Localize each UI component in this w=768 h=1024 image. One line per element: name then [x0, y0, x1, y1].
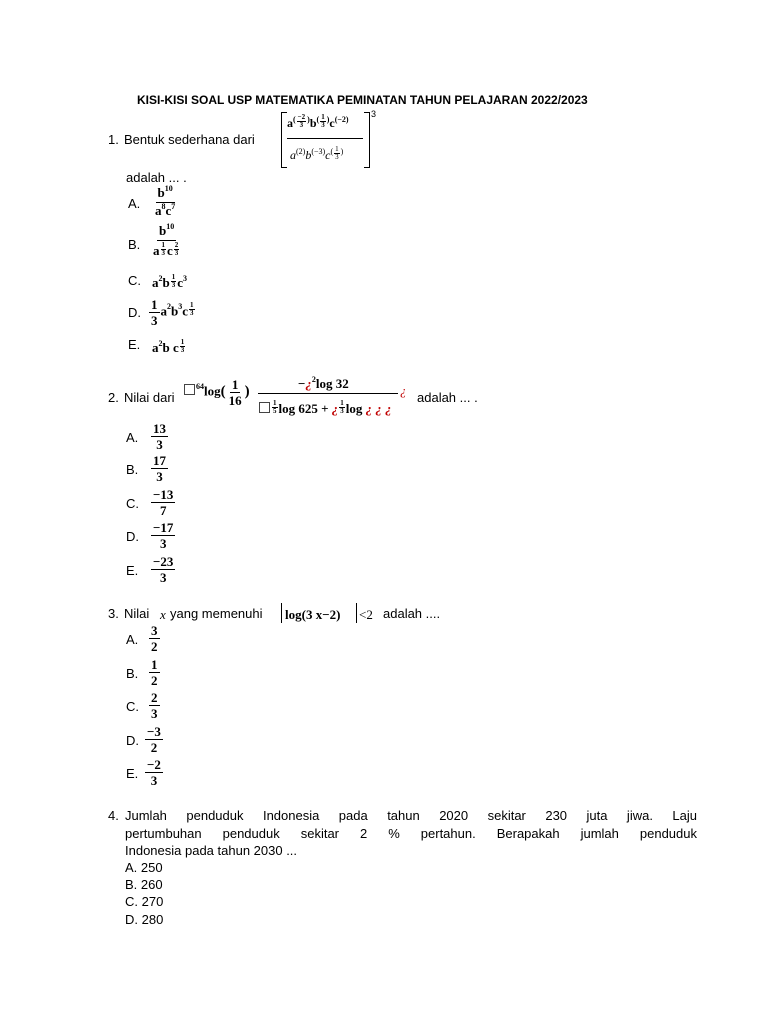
q1-number: 1. — [108, 132, 119, 147]
q4-option-b-value: 260 — [140, 877, 163, 892]
q1-outer-exponent: 3 — [371, 109, 377, 119]
q4-text-line-3: Indonesia pada tahun 2030 ... — [125, 843, 298, 858]
q3-variable: x — [160, 607, 166, 622]
q4-text-line-1: Jumlah penduduk Indonesia pada tahun 2020 sekitar 230 juta jiwa. Laju — [125, 808, 697, 823]
q3-expression: log(3 x−2) — [285, 607, 341, 622]
q3-option-e-value: $\frac{-2}{3}$ — [147, 757, 161, 788]
q3-option-a-label: A. — [126, 632, 139, 647]
q4-option-b-label: B. — [125, 877, 138, 892]
q2-option-e-label: E. — [126, 563, 139, 578]
q1-denominator: $a^{(2)}b^{(-3)}c^($ $\frac{1}{3}$ ) — [290, 145, 344, 162]
q3-option-d-value: $\frac{-3}{2}$ — [147, 724, 161, 755]
q4-option-a-label: A. — [125, 860, 138, 875]
q2-option-e-value: $\frac{-23}{3}$ — [153, 554, 174, 585]
q3-number: 3. — [108, 606, 119, 621]
q2-fraction-numerator: −¿$^2$log 32 — [298, 375, 349, 391]
q1-option-e-label: E. — [128, 337, 141, 352]
q3-text-2: yang memenuhi — [170, 606, 263, 621]
q1-option-a-value: $\frac{b^{10}}{a^8c^7}$ — [155, 184, 176, 218]
q3-option-c-label: C. — [126, 699, 139, 714]
q1-option-d-value: $\frac{1}{3}$ $a^2b^3c$ $\frac{1}{3}$ — [151, 297, 194, 328]
q1-option-b-value: $b^{10}$ a $\frac{1}{3}$ c $\frac{2}{3}$ — [153, 222, 179, 258]
q2-fraction-denominator: $\frac{1}{5}$ log 625 + ¿ $\frac{1}{3}$ log ¿ ¿ ¿ — [259, 400, 392, 415]
q4-option-c — [125, 894, 163, 910]
q2-option-c-value: $\frac{-13}{7}$ — [153, 487, 174, 518]
q2-option-c-label: C. — [126, 496, 139, 511]
q4-option-a — [125, 860, 163, 876]
q4-option-d-label: D. — [125, 912, 138, 927]
q1-option-c-value: $a^2b$ $\frac{1}{3}$ $c^3$ — [152, 273, 188, 290]
q3-option-e-label: E. — [126, 766, 139, 781]
q2-expression: $^{64}$log( $\frac{1}{16}$ ) — [184, 378, 250, 407]
q4-option-b — [125, 877, 163, 893]
q4-option-c-label: C. — [125, 894, 138, 909]
q4-option-d — [125, 912, 163, 928]
q3-option-b-value: $\frac{1}{2}$ — [151, 657, 158, 688]
q2-missing-glyph: ¿ — [400, 383, 407, 398]
q2-option-b-value: $\frac{17}{3}$ — [153, 453, 166, 484]
q1-option-e-value: $a^2b$ c $\frac{1}{3}$ — [152, 338, 185, 355]
q4-option-d-value: 280 — [141, 912, 164, 927]
q2-option-a-value: $\frac{13}{3}$ — [153, 421, 166, 452]
q2-option-a-label: A. — [126, 430, 139, 445]
q3-option-b-label: B. — [126, 666, 139, 681]
q2-option-b-label: B. — [126, 462, 139, 477]
q1-option-d-label: D. — [128, 305, 141, 320]
q4-option-c-value: 270 — [141, 894, 164, 909]
q2-option-d-label: D. — [126, 529, 139, 544]
q1-option-a-label: A. — [128, 196, 141, 211]
q1-tail: adalah ... . — [126, 170, 187, 185]
q2-number: 2. — [108, 390, 119, 405]
q1-numerator: a( $\frac{-2}{3}$ )b( $\frac{1}{3}$ $^)c^{(-2)}$ — [287, 113, 349, 130]
q3-option-a-value: $\frac{3}{2}$ — [151, 623, 158, 654]
page-title: KISI-KISI SOAL USP MATEMATIKA PEMINATAN TAHUN PELAJARAN 2022/2023 — [137, 93, 588, 107]
q3-option-d-label: D. — [126, 733, 139, 748]
q4-text-line-2: pertumbuhan penduduk sekitar 2 % pertahun. Berapakah jumlah penduduk — [125, 826, 697, 841]
q4-number: 4. — [108, 808, 119, 823]
q4-option-a-value: 250 — [140, 860, 163, 875]
q2-text: Nilai dari — [124, 390, 175, 405]
q3-option-c-value: $\frac{2}{3}$ — [151, 690, 158, 721]
q3-tail: adalah .... — [383, 606, 441, 621]
q3-text: Nilai — [124, 606, 150, 621]
q2-option-d-value: $\frac{-17}{3}$ — [153, 520, 174, 551]
q1-option-c-label: C. — [128, 273, 141, 288]
q3-inequality: <2 — [359, 607, 373, 622]
q2-tail: adalah ... . — [417, 390, 478, 405]
q1-text: Bentuk sederhana dari — [124, 132, 255, 147]
q1-option-b-label: B. — [128, 237, 141, 252]
